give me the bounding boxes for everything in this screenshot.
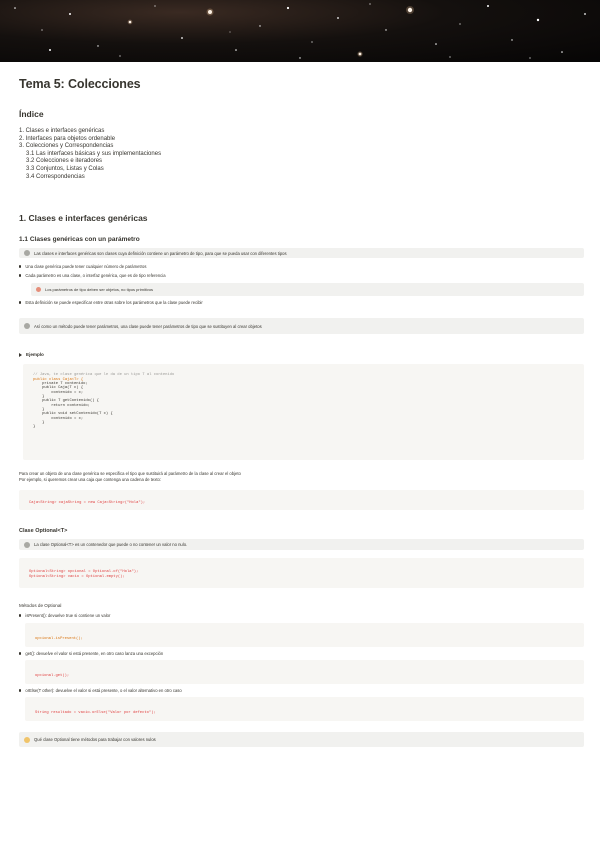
list-item-text: get(): devuelve el valor si está presente, en otro caso lanza una excepción: [25, 651, 164, 656]
index-heading: Índice: [19, 109, 44, 119]
info-icon: [24, 323, 30, 329]
code-block[interactable]: // Java, te clase genérica que le da de un tipo T al contenido public class Caja<T> { private T contenido; public Caja(T c) { contenido = c; } public T getContenido() { return contenido; } public void setContenido(T c) { contenido = c; } }: [23, 364, 584, 460]
callout: [19, 248, 584, 258]
toc-item[interactable]: 3.3 Conjuntos, Listas y Colas: [26, 165, 104, 172]
callout: [19, 732, 584, 747]
section-heading: 1. Clases e interfaces genéricas: [19, 213, 148, 223]
callout-text: Las clases e interfaces genéricas son clases cuya definición contiene un parámetro de tipo, para que se pueda usar con diferentes tipos: [34, 250, 287, 256]
callout-text: Los parámetros de tipo deben ser objetos, no tipos primitivos: [45, 287, 154, 292]
list-item-text: Una clase genérica puede tener cualquier número de parámetros: [25, 264, 147, 269]
list-item-text: orElse(T other): devuelve el valor si está presente, o el valor alternativo en otro caso: [25, 688, 182, 693]
code-block[interactable]: Caja<String> cajaString = new Caja<String>("Hola");: [19, 490, 584, 510]
toc-item[interactable]: 1. Clases e interfaces genéricas: [19, 128, 105, 134]
bullet-icon: [19, 274, 21, 276]
list-item: [19, 264, 146, 269]
code-block[interactable]: String resultado = vacio.orElse("Valor por defecto");: [25, 697, 584, 721]
paragraph: Por ejemplo, si queremos crear una caja que contenga una cadena de texto:: [19, 477, 162, 482]
toc-item[interactable]: 3. Colecciones y Correspondencias: [19, 143, 114, 150]
toggle-example[interactable]: [19, 352, 44, 357]
page-title: Tema 5: Colecciones: [19, 77, 141, 91]
methods-label: Métodos de Optional: [19, 603, 62, 608]
list-item-text: isPresent(): devuelve true si contiene un valor: [25, 613, 111, 618]
callout-text: Así como un método puede tener parámetros, una clase puede tener parámetros de tipo que se sustituyen al crear objetos: [34, 323, 262, 329]
bullet-icon: [19, 614, 21, 616]
list-item-text: Cada parámetro es una clase, o interfaz genérica, que es de tipo referencia: [25, 273, 166, 278]
toc-item[interactable]: 2. Interfaces para objetos ordenable: [19, 135, 116, 142]
info-icon: [24, 542, 30, 548]
callout-text: La clase Optional<T> es un contenedor que puede o no contener un valor no nulo.: [34, 542, 188, 547]
toc-item[interactable]: 3.4 Correspondencias: [26, 173, 85, 180]
list-item-text: Esta definición se puede especificar entre otras sobre los parámetros que la clase puede recibir: [25, 300, 203, 305]
lightbulb-icon: [24, 737, 30, 743]
subsection-heading: 1.1 Clases genéricas con un parámetro: [19, 236, 140, 243]
callout: [19, 539, 584, 550]
warning-icon: [36, 287, 41, 292]
list-item: [19, 273, 166, 278]
toc-item[interactable]: 3.1 Las interfaces básicas y sus implementaciones: [26, 150, 162, 157]
paragraph: Para crear un objeto de una clase genérica se especifica el tipo que sustituirá al parámetro de la clase al crear el objeto: [19, 471, 241, 476]
toc-item[interactable]: 3.2 Colecciones e iteradores: [26, 158, 103, 165]
code-block[interactable]: opcional.get();: [25, 660, 584, 684]
info-icon: [24, 250, 30, 256]
header-banner: [0, 0, 600, 62]
callout: [19, 318, 584, 334]
list-item: [19, 300, 203, 305]
toggle-label: Ejemplo: [26, 352, 44, 357]
code-block[interactable]: Optional<String> opcional = Optional.of("Hola"); Optional<String> vacio = Optional.empty();: [19, 558, 584, 588]
code-block[interactable]: opcional.isPresent();: [25, 623, 584, 647]
bullet-icon: [19, 301, 21, 303]
toggle-triangle-icon[interactable]: [19, 353, 22, 357]
bullet-icon: [19, 652, 21, 654]
bullet-icon: [19, 689, 21, 691]
subsection-heading: Clase Optional<T>: [19, 528, 68, 534]
callout: [31, 283, 584, 296]
table-of-contents: [19, 128, 161, 181]
bullet-icon: [19, 265, 21, 267]
starfield-image: [0, 0, 600, 62]
callout-text: Qué clase Optional tiene métodos para trabajar con valores nulos: [34, 737, 156, 742]
list-item: [19, 613, 110, 618]
list-item: [19, 688, 182, 693]
list-item: [19, 651, 163, 656]
